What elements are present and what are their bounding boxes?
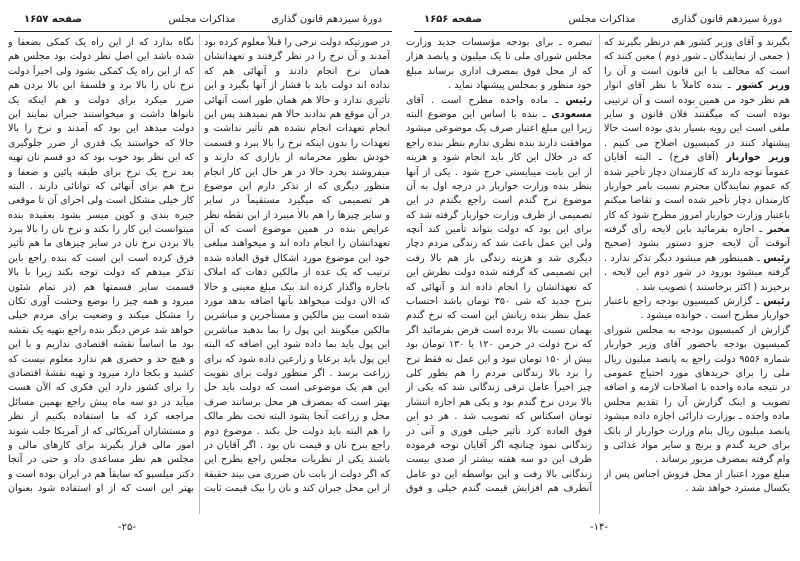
text-line: مبلغ مورد اعتبار از محل فروش اجناس پس از xyxy=(604,468,790,480)
text-line: این پول باید بما داده شود این اضافه که البته xyxy=(204,339,390,351)
text-line: ولی این عمل باعث شد که زندگی مردم دچار xyxy=(406,238,592,250)
text-line: که تعهداتشان را انجام داده اند و آنهائی که xyxy=(406,281,592,293)
text-line: آنطرف هم افزایش قیمت گندم خیلی و فوق xyxy=(406,483,592,495)
text-line: امور مالی قرار بگیرند برای کارهای مالی و xyxy=(8,439,194,451)
text-line: تأثیری ندارد و حالا هم همان طور است آنهائی xyxy=(204,94,390,106)
text-line: بگیرند و آقای وزیر کشور هم درنظر بگیرند که xyxy=(604,37,790,48)
speech-text: (آقای فرخ) ـ البته آقایان xyxy=(604,152,719,164)
column-divider xyxy=(199,34,200,514)
text-line: که نرخ دولت در خرمن ۱۲۰ یا ۱۳۰ تومان بود xyxy=(406,339,592,351)
right-page xyxy=(400,0,800,561)
page-header xyxy=(414,12,790,32)
speech-text: ـ ماده واحده مطرح است . آقای xyxy=(406,94,559,106)
text-line: و مستشاران آمریکائی که از آمریکا جلب شوند xyxy=(8,425,194,437)
text-line: بهتر است که بمصرف هر محل برسانند صرف xyxy=(204,396,390,408)
text-line: که اگر دولت از بابت نان ضرری می بیند حقیقة xyxy=(204,468,390,480)
text-line: خودش بطور محرمانه از بازاری که دارند و xyxy=(204,152,390,164)
text-line: انجام تعهدات انجام نشده هم تأثیر نداشت و xyxy=(204,123,390,135)
speaker-name: مسعودی xyxy=(551,108,592,120)
text-line: که الان دولت میخواهد بآنها اضافه بدهد مورد xyxy=(204,296,390,308)
text-line: باجاره واگذار کرده اند بیک مبلغ معینی و حالا xyxy=(204,281,390,293)
text-line: شده باشد این اصل نظر دولت بود مجلس هم xyxy=(8,51,194,63)
text-line: ظرف این دو سه هفته بیشتر از صدی بیست xyxy=(406,454,592,466)
text-line: و هیچ حد و حصری هم ندارد معلوم نیست که xyxy=(8,353,194,365)
text-line: کشید و بکجا دارد میرود و تهیه نقشهٔ اقتصادی xyxy=(8,367,194,379)
text-line: زیرا این مبلغ اعتبار صرف یک موضوعی میشود xyxy=(406,123,592,135)
text-line: همان نرخ انجام دادند و آنهائی هم که xyxy=(204,65,390,77)
text-line: فرق کرده است این است که بنده راجع باین xyxy=(8,252,194,264)
text-line: منظور دیگری که از تذکر دارم این موضوع xyxy=(204,180,390,192)
text-line: ماده واحده ـ بوزارت دارائی اجازه داده میشود xyxy=(604,411,790,423)
text-line: هر تصمیمی که میگیرد مستقیماً در سایر xyxy=(204,195,390,207)
text-line: بالا بردن نرخ نان در سایر چیزهای ما هم تأثیر xyxy=(8,238,194,250)
page-footer-number: -۱۴- xyxy=(590,522,608,533)
text-line: محل و زراعت آنجا بشود البته تحت نظر مالک xyxy=(204,411,390,423)
text-line: ( جمعی از نمایندگان ـ شور دوم ) معین کنند که xyxy=(604,51,790,63)
text-line: بهتر این است که از او استفاده شود بعنوان xyxy=(8,483,194,495)
text-line: که از محل فوق بمصرف اداری برساند مبلغ xyxy=(406,65,592,77)
text-line: بنرخ جدید که شی ۳۵۰ تومان باشد احتساب xyxy=(406,296,592,308)
text-line: مالکین میگویند این پول را بما بدهید مباشرین xyxy=(204,324,390,336)
text-line: تعهدات را بدون اینکه نرخ را بالا ببرد و قسمت xyxy=(204,137,390,149)
text-line xyxy=(406,94,592,108)
page-number-header: صفحه ۱۶۵۶ xyxy=(424,14,483,25)
text-line: در نتیجه ماده واحده با اصلاحات لازمه و اضافه xyxy=(604,382,790,394)
text-line: عرایض بنده در همین موضوع است که آن xyxy=(204,224,390,236)
text-line: که در خلال این کار باید انجام شود و هزینه xyxy=(406,152,592,164)
text-line: زراعت برسد . اگر منظور دولت برای تقویت xyxy=(204,367,390,379)
text-line: از این بابت میبایستی خرج شود . یکی از آنها xyxy=(406,166,592,178)
text-line: که از این راه یک کمکی بشود ولی اخیراً دولت xyxy=(8,65,194,77)
speech-text: ـ اجازه بفرمائید باین لایحه رأی گرفته xyxy=(604,224,763,236)
running-title: مذاکرات مجلس xyxy=(168,14,236,25)
header-rule xyxy=(14,31,392,32)
text-line xyxy=(604,223,790,237)
text-line: نانواها داشت و میخواستند جبران نمایند این xyxy=(8,108,194,120)
header-rule xyxy=(414,31,792,32)
speech-text: ـ گزارش کمیسیون بودجه راجع باعتبار xyxy=(604,296,760,308)
text-line: عموماً توجه دارند که کارمندان دچار تأخیر شده xyxy=(604,166,790,178)
text-line: آمدند و آن نرخ را در نظر گرفتند و تعهداتشان xyxy=(204,51,390,63)
text-line: و سایر چیزها را هم بالا میبرد از این نقطه نظر xyxy=(204,209,390,221)
running-title: مذاکرات مجلس xyxy=(568,14,636,25)
column-divider xyxy=(599,34,600,514)
text-line: ترتیب که یک عده از مالکین دهات که املاک xyxy=(204,267,390,279)
text-line: باعتبار وزارت خواربار امروز مطرح شود که کار xyxy=(604,209,790,221)
speech-text: ـ بنده کاملاً با نظر آقای انوار xyxy=(604,80,731,92)
text-line: بهمان نسبت بالا برده است فرض بفرمائید اگر xyxy=(406,324,592,336)
text-line: تومان اسکناس که تصویب شد . هر دو این xyxy=(406,411,592,423)
text-line xyxy=(406,108,592,122)
text-line: مراجعه کرد که ما استفاده بکنیم از نظر xyxy=(8,411,194,423)
text-line: این تصمیمی که گرفته شده دولت نظرش این xyxy=(406,267,592,279)
speaker-name: رئیس xyxy=(763,252,790,264)
text-line: موافقت دارند بنده نظری ندارم بنظر بنده راجع xyxy=(406,137,592,149)
text-line: کمیسیون بودجه باحضور آقای وزیر خواربار xyxy=(604,339,790,351)
text-line: را مشکل میکند و وضعیت برای مردم خیلی xyxy=(8,310,194,322)
text-line: نرخ نان را بالا برد و فلسفهٔ این بالا بردن هم xyxy=(8,80,194,92)
text-line: میرود و همه چیز را بوضع وحشت آوری تکان xyxy=(8,296,194,308)
text-line xyxy=(604,79,790,93)
text-line: مجلس شورای ملی تا یک میلیون و پانصد هزار xyxy=(406,51,592,63)
text-line: تصمیمی از طرف وزارت خواربار گرفته شد که xyxy=(406,209,592,221)
text-line: را هم البته باید دولت حل بکند . موضوع دوم xyxy=(204,425,390,437)
speaker-name: رئیس xyxy=(763,296,790,308)
text-line: زندگانی بالا رفت و این بواسطه این دو عامل xyxy=(406,468,592,480)
text-line: تبصره ـ برای بودجه مؤسسات جدید وزارت xyxy=(406,37,592,48)
page-footer-number: -۲۵- xyxy=(118,522,136,533)
text-line: تذکر میدهم که دولت توجه بکند زیرا با بالا xyxy=(8,267,194,279)
text-line: این هم یک موضوعی است که دولت باید حل xyxy=(204,382,390,394)
page-header xyxy=(14,12,390,32)
text-line: عمل بنظر بنده زیانش این است که نرخ گندم xyxy=(406,310,592,322)
text-line: در آن موقع هم ندادند حالا هم نمیدهند پس این xyxy=(204,108,390,120)
speech-text: ـ بنده با اساس این موضوع البته xyxy=(406,108,546,120)
text-line: خواربار مطرح است . خوانده میشود . xyxy=(640,310,790,322)
text-column-2 xyxy=(604,36,790,497)
text-line: باشند یکی از نظریات مجلس راجع بطرح این xyxy=(204,454,390,466)
speaker-name: رئیس xyxy=(565,94,592,106)
text-line: خواهد شد عرض دیگر بنده راجع بتهیه یک نقشه xyxy=(8,324,194,336)
text-line: شده است بین مالکین و مستأجرین و مباشرین xyxy=(204,310,390,322)
text-line: جیره بندی و کوپن میسر بشود بعقیده بنده xyxy=(8,209,194,221)
text-column-1 xyxy=(204,36,390,497)
text-line: که عموم نمایندگان محترم نسبت بامر خواربار xyxy=(604,180,790,192)
text-line: میتوانست این کار را بکند و نرخ نان را بالا ببرد xyxy=(8,224,194,236)
text-line: نگاه بدارد که از این راه یک کمکی بضعفا و xyxy=(8,37,194,48)
speech-text: ـ همینطور هم میشود دیگر تذکر ندارد . xyxy=(604,252,760,264)
text-line: است که مخالف با این قانون است و آن را xyxy=(604,65,790,77)
session-period: دورهٔ سیزدهم قانون گذاری xyxy=(671,14,782,25)
text-line: زندگانی نمود چنانچه اگر آقایان توجه فرموده xyxy=(406,439,592,451)
text-line: شماره ۹۵۵۶ دولت راجع به پانصد میلیون ریال xyxy=(604,353,790,365)
text-line: گرفته میشود بورود در شور دوم این لایحه . xyxy=(604,267,790,279)
text-line: برای این بود که دولت بتواند تأمین کند آنچه xyxy=(406,224,592,236)
text-line: پانصد میلیون ریال بنام وزارت خواربار از بانک xyxy=(604,425,790,437)
text-line: فوق العاده کرد تأثیر خیلی فوری و آنی در xyxy=(406,425,592,437)
text-line: کارمندان دچار تأخیر شده است و تقاضا میکنم xyxy=(604,195,790,207)
speaker-name: وزیر خواربار xyxy=(726,152,790,164)
session-period: دورهٔ سیزدهم قانون گذاری xyxy=(271,14,382,25)
text-line: چیز اخیراً عامل ترقی زندگانی شد که یکی از xyxy=(406,382,592,394)
text-line: بوده است که میگفتند فلان قانون و سایر xyxy=(604,108,790,120)
text-line: نداده اند دولت باید با فشار از آنها بگیرد و این xyxy=(204,80,390,92)
text-line: تصویب و اینک گزارش آن را تقدیم مجلس xyxy=(604,396,790,408)
text-line: گزارش از کمیسیون بودجه به مجلس شورای xyxy=(604,324,790,336)
text-line: ملغی است این رویه بسیار بدی بوده است حالا xyxy=(604,123,790,135)
text-line: یکسال مسترد خواهد شد . xyxy=(685,483,790,495)
text-line: از این محل جبران کند و نان را بیک قیمت ثابت xyxy=(204,483,390,495)
text-line: مجلس هم نظر مساعدی داد و حتی در آنجا xyxy=(8,454,194,466)
text-line: بیش از ۱۵۰ تومان نبود و این عمل نه فقط نرخ xyxy=(406,353,592,365)
text-line: ضرر میکرد برای دولت و هم اینکه یک xyxy=(8,94,194,106)
text-line: تعهداتشان را انجام داده اند و میخواهند مبلغی xyxy=(204,238,390,250)
text-line: را برد بالا زندگانی مردم را هم بطور کلی xyxy=(406,368,592,379)
text-line xyxy=(604,151,790,165)
text-line: دیگری شد و هزینه زندگی باز هم بالا رفت xyxy=(406,252,592,264)
text-line: که این نظر بود خوب بود که دو قسم نان تهیه xyxy=(8,152,194,164)
text-line: کار خیلی مشکل است ولی اجرای آن تا موقعی xyxy=(8,195,194,207)
text-line: خود این موضوع مورد اشکال فوق العاده شده xyxy=(204,252,390,264)
text-line xyxy=(604,295,790,309)
text-line: نرخ هم برای آنهائی که توانائی دارند . البته xyxy=(8,180,194,192)
text-line: وام گرفته بمصرف مزبور برساند . xyxy=(654,454,790,466)
text-line: ملی را برای خریدهای مورد احتیاج عمومی xyxy=(604,368,790,380)
text-line xyxy=(604,252,790,266)
text-line: حالا که خواستند یک قدری از ضرر جلوگیری xyxy=(8,137,194,149)
text-line: میفروشند بخرد حالا در هر حال این کار انجام xyxy=(204,166,390,178)
text-line: برخیزند ( اکثر برخاستند ) تصویب شد . xyxy=(636,281,790,293)
text-line: بود ما اساساً نقشه اقتصادی نداریم و با این xyxy=(8,339,194,351)
text-line: هم نظر خود من همین بوده است و آن ترتیبی xyxy=(604,94,790,106)
text-column-1 xyxy=(406,36,592,497)
text-line: در صورتیکه دولت نرخی را قبلاً معلوم کرده بود xyxy=(204,37,390,48)
text-line: دولت میدهد این بود که آمدند و نرخ را بالا xyxy=(8,123,194,135)
text-line: خود منظور و بمجلس پیشنهاد نماید . xyxy=(448,80,592,92)
text-column-2 xyxy=(8,36,194,497)
page-number-header: صفحه ۱۶۵۷ xyxy=(24,14,83,25)
text-line: بالا بردن نرخ گندم بود و یکی هم اجازه انتشار xyxy=(406,396,592,408)
text-line: دکتر میلسپو که سابقاً هم در ایران بوده است و xyxy=(8,468,194,480)
text-line: میآید در دو سه ماه پیش راجع بهمین مسائل xyxy=(8,396,194,408)
text-line: این پول باید برعایا و زارعین داده شود که برای xyxy=(204,353,390,365)
text-line: برای خرید گندم و برنج و سایر مواد غذائی و xyxy=(604,439,790,451)
text-line: بنظر بنده وزارت خواربار در درجه اول به آن xyxy=(406,180,592,192)
speaker-name: وزیر کشور xyxy=(736,80,790,92)
speaker-name: مخبر xyxy=(767,224,790,236)
text-line: قسمت سایر قسمتها هم (در تمام شئون xyxy=(8,281,194,293)
text-line: موضوع نرخ گندم است راجع بگندم در این xyxy=(406,195,592,207)
text-line: را برای کشور دارد این فکری که الآن هست xyxy=(8,382,194,394)
text-line: راجع بنرخ نان و قیمت نان بود . اگر آقایان در xyxy=(204,439,390,451)
text-line: پیشنهاد کنند در کمیسیون اصلاح می کنیم . xyxy=(604,137,790,149)
text-line: بعد نرخ یک نرخ برای طبقه پائین و ضعفا و xyxy=(8,166,194,178)
text-line: آنوقت آن لایحه جزو دستور بشود (صحیح xyxy=(604,238,790,250)
